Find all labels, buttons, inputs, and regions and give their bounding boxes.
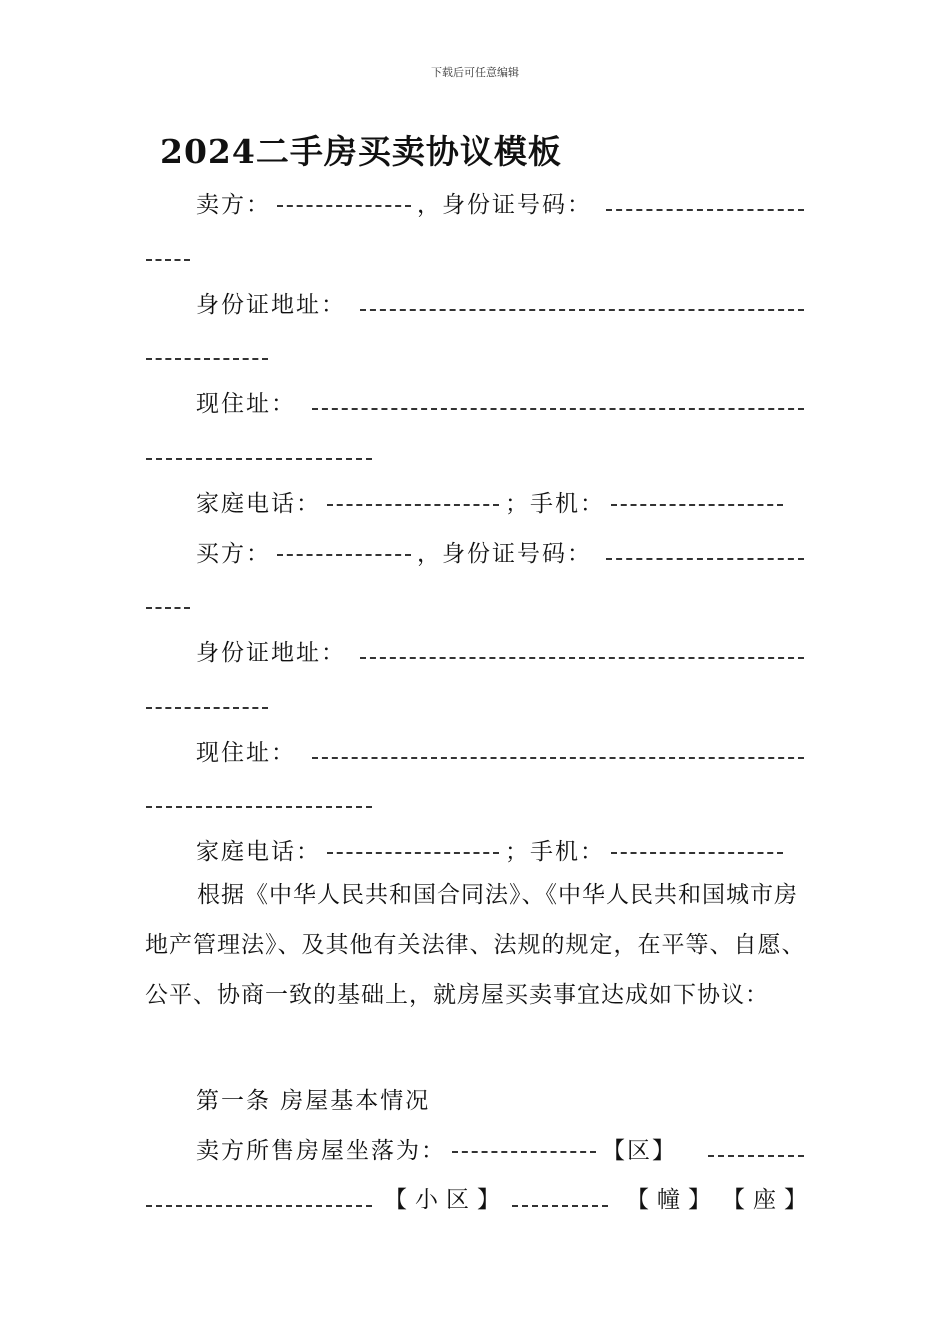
buyer-id-address-field-cont[interactable]	[146, 707, 268, 709]
buyer-address-field-cont[interactable]	[146, 806, 372, 808]
seller-id-address-field-cont[interactable]	[146, 358, 268, 360]
seller-id-field-cont[interactable]	[146, 259, 190, 261]
buyer-line	[196, 535, 592, 568]
community-bracket: 【小区】	[384, 1187, 508, 1213]
seller-id-address-field[interactable]	[360, 309, 804, 311]
location-field[interactable]	[452, 1151, 596, 1153]
community-name-field[interactable]	[146, 1205, 372, 1207]
buyer-home-phone-label: 家庭电话：	[196, 839, 321, 865]
seller-id-field[interactable]	[606, 209, 804, 211]
buyer-mobile-label: ；手机：	[505, 839, 605, 865]
page-header: 下载后可任意编辑	[431, 66, 519, 79]
block-bracket: 【座】	[722, 1187, 815, 1213]
seller-line	[196, 186, 592, 219]
seller-address-field[interactable]	[312, 408, 804, 410]
buyer-label: 买方：	[196, 541, 271, 567]
buyer-id-field-cont[interactable]	[146, 607, 190, 609]
buyer-address-label: 现住址：	[196, 740, 296, 766]
seller-mobile-field[interactable]	[611, 504, 783, 506]
location-label: 卖方所售房屋坐落为：	[196, 1138, 446, 1164]
seller-name-field[interactable]	[277, 205, 411, 207]
preamble-paragraph: 根据《中华人民共和国合同法》、《中华人民共和国城市房地产管理法》、及其他有关法律、法规的规定，在平等、自愿、公平、协商一致的基础上，就房屋买卖事宜达成如下协议：	[145, 882, 806, 1008]
seller-label: 卖方：	[196, 192, 271, 218]
building-bracket: 【幢】	[626, 1187, 719, 1213]
buyer-id-address-label: 身份证地址：	[196, 640, 346, 666]
buyer-address-field[interactable]	[312, 757, 804, 759]
buyer-phone-line	[196, 833, 789, 866]
buyer-id-field[interactable]	[606, 558, 804, 560]
article1-heading: 第一条 房屋基本情况	[196, 1088, 431, 1114]
seller-mobile-label: ；手机：	[505, 491, 605, 517]
buyer-id-label: ，身份证号码：	[417, 541, 592, 567]
buyer-id-address-field[interactable]	[360, 657, 804, 659]
district-bracket: 【区】	[602, 1138, 677, 1164]
document-title: 2024二手房买卖协议模板	[160, 132, 562, 171]
buyer-mobile-field[interactable]	[611, 852, 783, 854]
buyer-name-field[interactable]	[277, 554, 411, 556]
seller-id-address-label: 身份证地址：	[196, 292, 346, 318]
seller-address-field-cont[interactable]	[146, 458, 372, 460]
building-field[interactable]	[512, 1205, 608, 1207]
seller-address-label: 现住址：	[196, 391, 296, 417]
location-line	[196, 1132, 677, 1165]
seller-home-phone-field[interactable]	[327, 504, 499, 506]
seller-home-phone-label: 家庭电话：	[196, 491, 321, 517]
district-field[interactable]	[708, 1155, 804, 1157]
seller-id-label: ，身份证号码：	[417, 192, 592, 218]
seller-phone-line	[196, 485, 789, 518]
buyer-home-phone-field[interactable]	[327, 852, 499, 854]
